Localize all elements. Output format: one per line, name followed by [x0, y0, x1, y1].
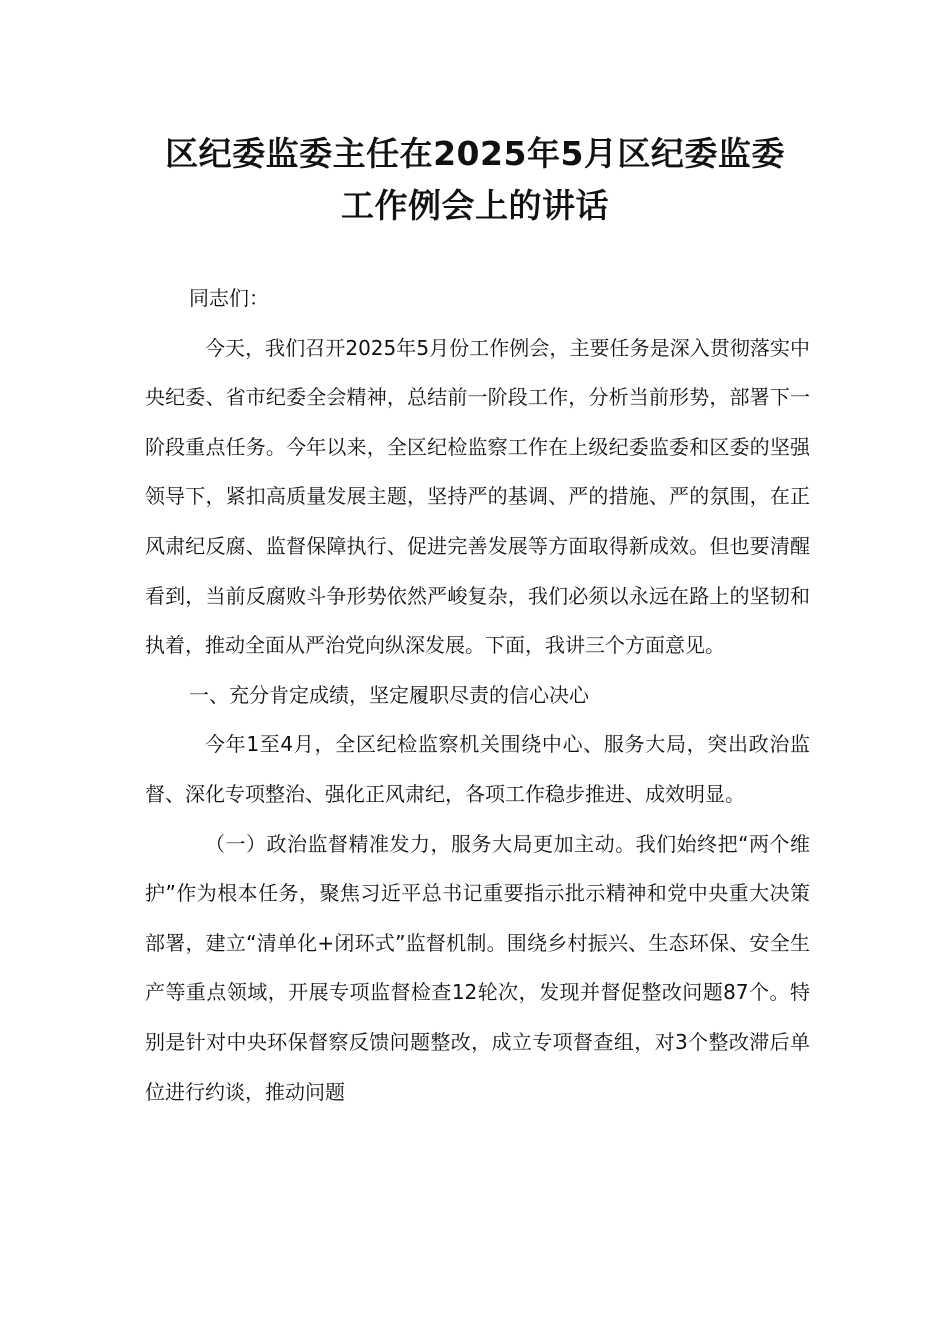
paragraph-intro: 今天，我们召开2025年5月份工作例会，主要任务是深入贯彻落实中央纪委、省市纪委全会精神，总结前一阶段工作，分析当前形势，部署下一阶段重点任务。今年以来，全区纪检监察工作在上级纪委监委和区委的坚强领导下，紧扣高质量发展主题，坚持严的基调、严的措施、严的氛围，在正风肃纪反腐、监督保障执行、促进完善发展等方面取得新成效。但也要清醒看到，当前反腐败斗争形势依然严峻复杂，我们必须以永远在路上的坚韧和执着，推动全面从严治党向纵深发展。下面，我讲三个方面意见。 [145, 335, 810, 658]
section-heading-1: 一、充分肯定成绩，坚定履职尽责的信心决心 [189, 682, 589, 707]
paragraph-subsection-1: （一）政治监督精准发力，服务大局更加主动。我们始终把“两个维护”作为根本任务，聚焦习近平总书记重要指示批示精神和党中央重大决策部署，建立“清单化+闭环式”监督机制。围绕乡村振兴、生态环保、安全生产等重点领域，开展专项监督检查12轮次，发现并督促整改问题87个。特别是针对中央环保督察反馈问题整改，成立专项督查组，对3个整改滞后单位进行约谈，推动问题 [145, 831, 810, 1104]
title-line-2: 工作例会上的讲话 [341, 186, 609, 225]
greeting: 同志们： [189, 286, 269, 310]
document-body [145, 274, 810, 1117]
paragraph-section-1-summary: 今年1至4月，全区纪检监察机关围绕中心、服务大局，突出政治监督、深化专项整治、强化正风肃纪，各项工作稳步推进、成效明显。 [145, 732, 810, 806]
title-line-1: 区纪委监委主任在2025年5月区纪委监委 [165, 134, 785, 173]
document-title [120, 128, 830, 232]
